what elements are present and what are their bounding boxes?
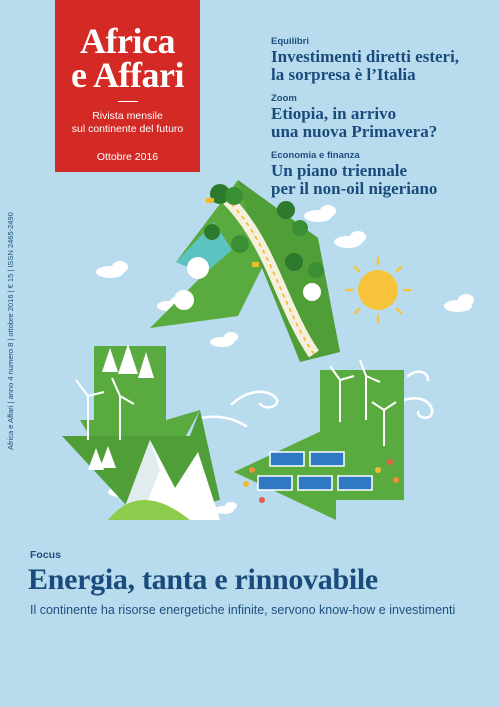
masthead-subtitle [55,110,200,136]
teaser-headline-line1: Investimenti diretti esteri, [271,47,460,66]
masthead-subtitle-line2: sul continente del futuro [71,123,184,135]
teaser-headline-line2: una nuova Primavera? [271,122,438,141]
teaser-headline [271,48,491,84]
masthead-title-line1: Africa [80,21,175,61]
spine-info: Africa e Affari | anno 4 numero 8 | ottobre 2016 | € 15 | ISSN 2465-2490 [6,212,15,450]
teaser-headline-line1: Un piano triennale [271,161,408,180]
teaser-headline-line2: per il non-oil nigeriano [271,179,438,198]
teaser-kicker: Equilibri [271,36,309,47]
cloud-icon [96,261,128,278]
masthead [55,0,200,172]
cloud-icon [444,294,474,312]
issue-date: Ottobre 2016 [96,151,159,163]
teaser-headline [271,105,491,141]
masthead-subtitle-line1: Rivista mensile [92,110,163,122]
recycle-arrow-left [62,344,220,520]
recycle-arrow-top [150,180,340,362]
masthead-title [55,21,200,95]
sun-icon [346,258,410,322]
recycle-illustration [0,170,500,540]
cover-story-title[interactable]: Energia, tanta e rinnovabile [28,563,378,596]
cloud-icon [304,205,336,222]
cover-story-dek: Il continente ha risorse energetiche infinite, servono know-how e investimenti [30,603,456,617]
cloud-icon [334,231,366,248]
teaser-kicker: Zoom [271,93,297,104]
teaser-2[interactable] [271,93,491,141]
recycle-arrow-right [234,360,404,520]
teaser-headline-line2: la sorpresa è l’Italia [271,65,416,84]
masthead-title-line2: e Affari [71,55,184,95]
masthead-divider [118,101,138,102]
teaser-1[interactable] [271,36,491,84]
teaser-headline-line1: Etiopia, in arrivo [271,104,397,123]
cloud-icon [210,332,238,347]
teaser-kicker: Economia e finanza [271,150,360,161]
cover-story-kicker: Focus [30,549,61,561]
